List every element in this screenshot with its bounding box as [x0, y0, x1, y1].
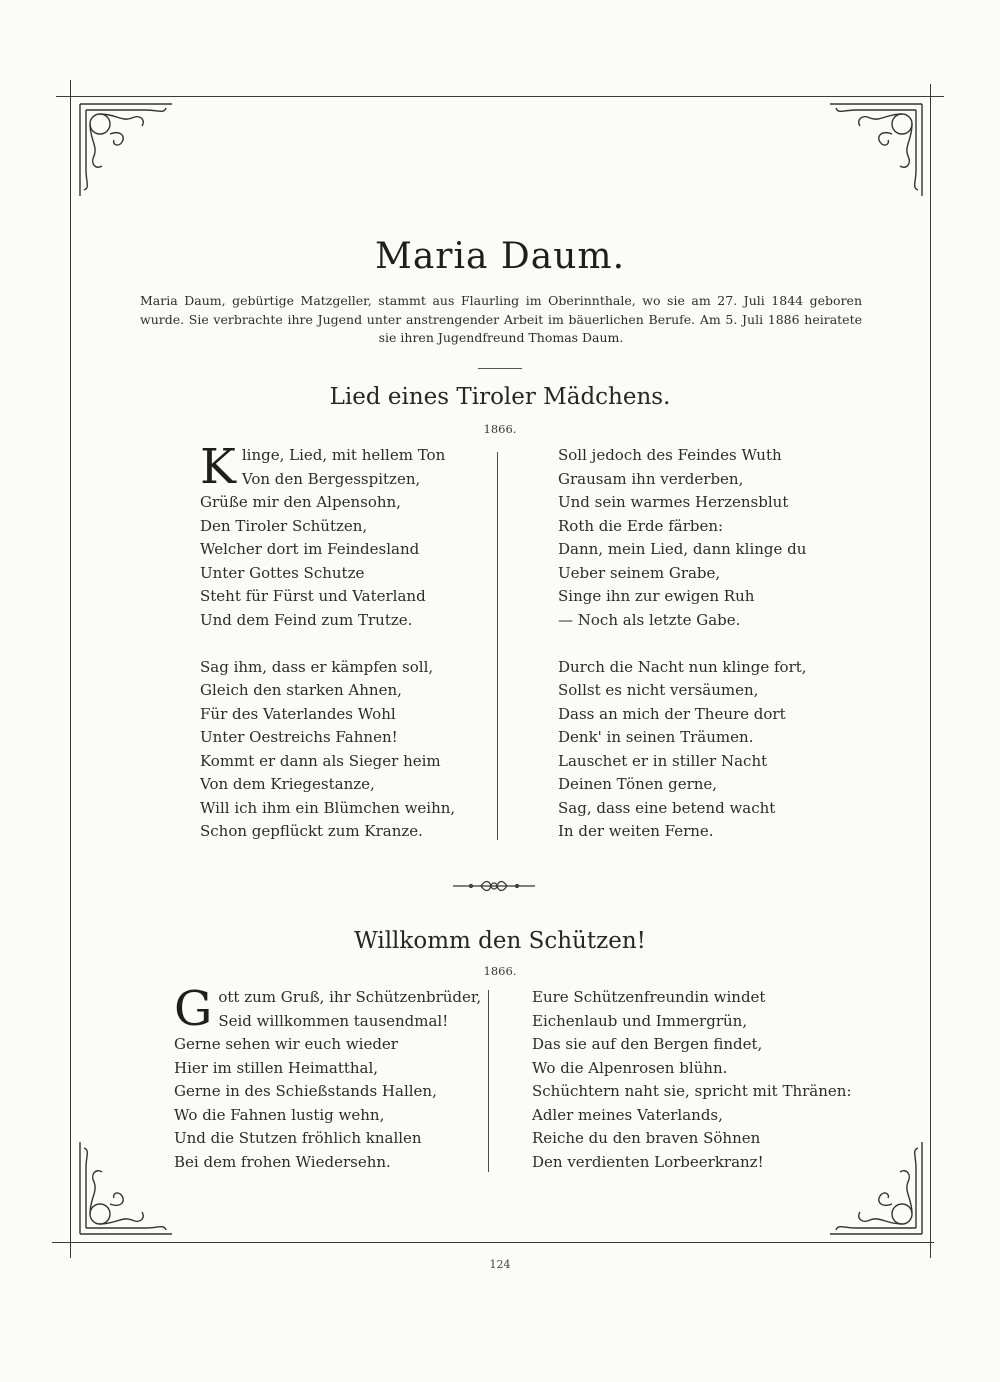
- poem-line: Unter Oestreichs Fahnen!: [200, 728, 398, 746]
- poem-line: Und dem Feind zum Trutze.: [200, 610, 413, 629]
- poem-line: Und die Stutzen fröhlich knallen: [174, 1129, 422, 1147]
- poem-line: Welcher dort im Feindesland: [200, 540, 420, 558]
- poem-line: Eure Schützenfreundin windet: [532, 988, 766, 1006]
- poem-line: Bei dem frohen Wiedersehn.: [174, 1152, 391, 1171]
- drop-cap: G: [174, 981, 213, 1037]
- poem-line: Schüchtern naht sie, spricht mit Thränen:: [532, 1082, 852, 1100]
- poem-line: Denk' in seinen Träumen.: [558, 728, 754, 746]
- vine-divider-icon: [451, 880, 537, 892]
- page-title: Maria Daum.: [374, 236, 626, 277]
- poem-line: Seid willkommen tausendmal!: [218, 1011, 449, 1030]
- poem-title: Lied eines Tiroler Mädchens.: [329, 384, 671, 410]
- poem-column-right: [532, 986, 852, 1174]
- poem-line: Dann, mein Lied, dann klinge du: [558, 540, 807, 558]
- poem-line: Gerne sehen wir euch wieder: [174, 1035, 398, 1053]
- scroll-corner-ornament-icon: [76, 100, 176, 200]
- poem-line: Wo die Fahnen lustig wehn,: [174, 1105, 385, 1124]
- poem-line: Von den Bergesspitzen,: [241, 469, 421, 488]
- poem-line: Den Tiroler Schützen,: [200, 516, 368, 535]
- poem-line: In der weiten Ferne.: [558, 822, 714, 840]
- poem-line: Will ich ihm ein Blümchen weihn,: [200, 798, 456, 817]
- poem-line: Grüße mir den Alpensohn,: [200, 493, 401, 511]
- poem-column-left: [174, 981, 482, 1174]
- poem-title: Willkomm den Schützen!: [354, 928, 646, 954]
- column-separator: [497, 452, 498, 840]
- poem-line: Roth die Erde färben:: [558, 516, 724, 535]
- poem-line: Von dem Kriegestanze,: [200, 775, 375, 793]
- biography-paragraph: Maria Daum, gebürtige Matzgeller, stammt aus Flaurling im Oberinnthale, wo sie am 27. Juli 1844 geboren wurde. Sie verbrachte ihre Jugend unter anstrengender Arbeit im bäuerlichen Berufe. Am 5. Juli 1886 heiratete sie ihren Jugendfreund Thomas Daum.: [140, 293, 862, 345]
- poem-year: 1866.: [483, 422, 517, 436]
- poem-line: Singe ihn zur ewigen Ruh: [558, 587, 755, 605]
- poem-line: Eichenlaub und Immergrün,: [532, 1011, 748, 1030]
- poem-line: Gerne in des Schießstands Hallen,: [174, 1082, 437, 1100]
- stanza-break: [200, 632, 490, 656]
- poem-line: Unter Gottes Schutze: [200, 563, 365, 582]
- poem-line: Schon gepflückt zum Kranze.: [200, 822, 423, 840]
- poem-line: Ueber seinem Grabe,: [558, 563, 721, 582]
- poem-line: Steht für Fürst und Vaterland: [200, 587, 426, 605]
- section-divider: [478, 368, 522, 369]
- poem-line: Deinen Tönen gerne,: [558, 775, 718, 793]
- poem-line: Reiche du den braven Söhnen: [532, 1129, 761, 1147]
- scroll-corner-ornament-icon: [826, 1138, 926, 1238]
- poem-column-right: [558, 444, 858, 844]
- poem-line: Für des Vaterlandes Wohl: [200, 704, 396, 723]
- poem-line: Das sie auf den Bergen findet,: [532, 1035, 763, 1053]
- poem-line: Lauschet er in stiller Nacht: [558, 751, 768, 770]
- poem-line: Sag, dass eine betend wacht: [558, 798, 776, 817]
- poem-line: Grausam ihn verderben,: [558, 469, 744, 488]
- poem-line: Adler meines Vaterlands,: [532, 1105, 723, 1124]
- poem-line: ott zum Gruß, ihr Schützenbrüder,: [218, 988, 482, 1006]
- poem-line: Dass an mich der Theure dort: [558, 704, 786, 723]
- scroll-corner-ornament-icon: [76, 1138, 176, 1238]
- poem-year: 1866.: [483, 964, 517, 978]
- poem-line: Kommt er dann als Sieger heim: [200, 751, 441, 770]
- poem-line: Sollst es nicht versäumen,: [558, 681, 759, 699]
- poem-line: linge, Lied, mit hellem Ton: [241, 446, 446, 464]
- poem-line: Und sein warmes Herzensblut: [558, 493, 789, 511]
- poem-line: Sag ihm, dass er kämpfen soll,: [200, 657, 434, 676]
- poem-line: Durch die Nacht nun klinge fort,: [558, 657, 807, 676]
- poem-column-left: [200, 439, 490, 844]
- column-separator: [488, 990, 489, 1172]
- poem-line: Gleich den starken Ahnen,: [200, 681, 402, 699]
- poem-line: Den verdienten Lorbeerkranz!: [532, 1152, 764, 1171]
- poem-line: Wo die Alpenrosen blühn.: [532, 1058, 728, 1077]
- poem-line: Hier im stillen Heimatthal,: [174, 1058, 379, 1077]
- scroll-corner-ornament-icon: [826, 100, 926, 200]
- stanza-break: [558, 632, 858, 656]
- page-number: 124: [489, 1258, 511, 1271]
- poem-line: — Noch als letzte Gabe.: [558, 610, 741, 629]
- drop-cap: K: [200, 439, 236, 495]
- frame-bottom-rule: [52, 1242, 934, 1243]
- frame-top-rule: [56, 96, 944, 97]
- poem-line: Soll jedoch des Feindes Wuth: [558, 446, 782, 464]
